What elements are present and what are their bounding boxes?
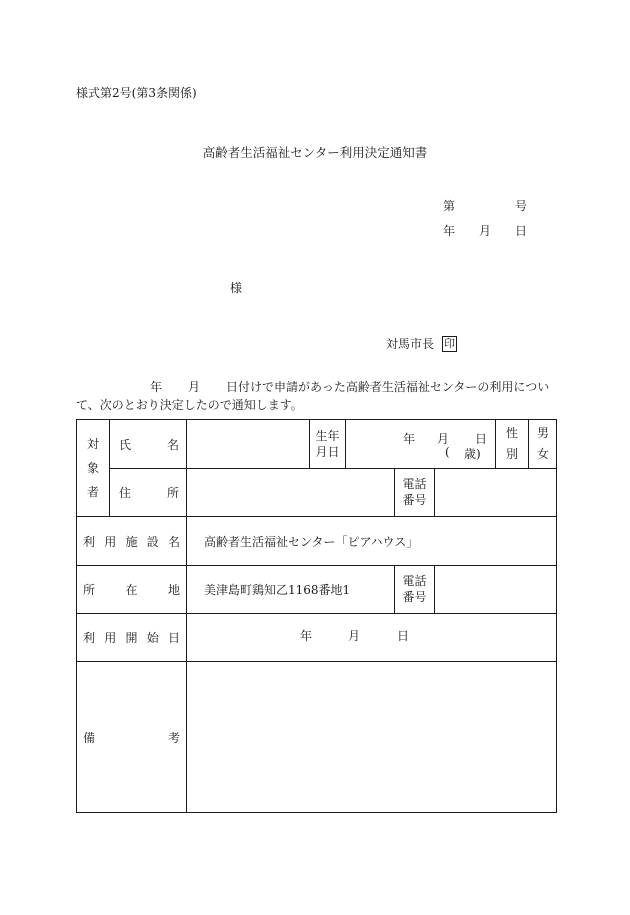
start-year-label: 年 bbox=[300, 629, 313, 643]
location-phone-line-2: 番号 bbox=[402, 590, 427, 604]
gender-male-option[interactable]: 男 bbox=[536, 426, 549, 440]
start-label-char-5: 日 bbox=[167, 630, 180, 645]
address-label-char-1: 住 bbox=[119, 485, 132, 500]
facility-label bbox=[83, 531, 180, 551]
form-id: 様式第2号(第3条関係) bbox=[76, 86, 197, 100]
body-line2: て、次のとおり決定したので通知します。 bbox=[76, 398, 303, 412]
remarks-label-char-1: 備 bbox=[83, 730, 96, 745]
location-label-char-3: 地 bbox=[167, 582, 180, 597]
addressee-honorific: 様 bbox=[230, 281, 243, 295]
issuer bbox=[386, 335, 457, 352]
remarks-field[interactable] bbox=[187, 662, 557, 813]
name-label-char-1: 氏 bbox=[119, 437, 132, 452]
gender-options[interactable] bbox=[529, 423, 557, 465]
start-label-char-1: 利 bbox=[83, 630, 96, 645]
remarks-label-char-2: 考 bbox=[167, 730, 180, 745]
location-phone-line-1: 電話 bbox=[402, 574, 427, 588]
body-year: 年 bbox=[150, 380, 163, 394]
birth-month-label: 月 bbox=[437, 432, 450, 446]
gender-label bbox=[496, 423, 528, 465]
location-label-char-1: 所 bbox=[83, 582, 96, 597]
location-phone-field[interactable] bbox=[435, 566, 557, 612]
facility-label-char-1: 利 bbox=[83, 534, 96, 549]
birth-label bbox=[310, 424, 345, 464]
issuer-name: 対馬市長 bbox=[386, 337, 435, 351]
decision-table bbox=[76, 419, 557, 813]
document-title: 高齢者生活福祉センター利用決定通知書 bbox=[202, 145, 428, 160]
name-label-char-2: 名 bbox=[166, 437, 179, 452]
phone-label-line-2: 番号 bbox=[402, 493, 427, 507]
address-label-char-2: 所 bbox=[166, 485, 179, 500]
birth-date-field[interactable] bbox=[346, 421, 495, 467]
age-paren-open: ( bbox=[445, 445, 450, 459]
issue-month: 月 bbox=[478, 224, 491, 238]
phone-label bbox=[395, 472, 434, 512]
start-date-label bbox=[83, 627, 180, 647]
address-label bbox=[119, 482, 179, 502]
body-line1: 日付けで申請があった高齢者生活福祉センターの利用につい bbox=[226, 380, 550, 394]
subject-label bbox=[77, 420, 109, 516]
issue-day: 日 bbox=[514, 224, 527, 238]
birth-year-label: 年 bbox=[403, 432, 416, 446]
start-date-field[interactable] bbox=[187, 614, 557, 660]
issue-year: 年 bbox=[443, 224, 456, 238]
subject-char-2: 象 bbox=[86, 461, 99, 475]
start-day-label: 日 bbox=[397, 629, 410, 643]
body-month: 月 bbox=[188, 380, 201, 394]
facility-value: 高齢者生活福祉センター「ピアハウス」 bbox=[204, 534, 419, 549]
issue-date bbox=[443, 222, 527, 239]
location-phone-label bbox=[395, 569, 434, 609]
age-paren-close: 歳) bbox=[464, 447, 481, 461]
facility-label-char-5: 名 bbox=[167, 534, 180, 549]
address-field[interactable] bbox=[187, 469, 394, 515]
facility-label-char-3: 施 bbox=[125, 534, 138, 549]
start-label-char-4: 始 bbox=[146, 630, 159, 645]
subject-char-3: 者 bbox=[86, 485, 99, 499]
facility-label-char-2: 用 bbox=[104, 534, 117, 549]
gender-label-char-2: 別 bbox=[505, 447, 518, 461]
location-label-char-2: 在 bbox=[125, 582, 138, 597]
number-dai: 第 bbox=[443, 199, 456, 213]
subject-char-1: 対 bbox=[86, 437, 99, 451]
birth-label-line-2: 月日 bbox=[315, 445, 340, 459]
seal-mark: 印 bbox=[444, 336, 456, 350]
number-go: 号 bbox=[514, 199, 527, 213]
phone-field[interactable] bbox=[435, 469, 557, 515]
notice-body bbox=[76, 378, 558, 414]
facility-label-char-4: 設 bbox=[146, 534, 159, 549]
name-label bbox=[119, 434, 179, 454]
gender-female-option[interactable]: 女 bbox=[536, 447, 549, 461]
location-value: 美津島町鶏知乙1168番地1 bbox=[204, 582, 351, 597]
gender-label-char-1: 性 bbox=[505, 426, 518, 440]
name-field[interactable] bbox=[187, 421, 308, 467]
phone-label-line-1: 電話 bbox=[402, 477, 427, 491]
birth-day-label: 日 bbox=[475, 432, 488, 446]
birth-label-line-1: 生年 bbox=[315, 429, 340, 443]
remarks-label bbox=[83, 727, 180, 747]
start-label-char-3: 開 bbox=[125, 630, 138, 645]
start-label-char-2: 用 bbox=[104, 630, 117, 645]
location-label bbox=[83, 579, 180, 599]
start-month-label: 月 bbox=[348, 629, 361, 643]
document-number bbox=[443, 197, 527, 214]
